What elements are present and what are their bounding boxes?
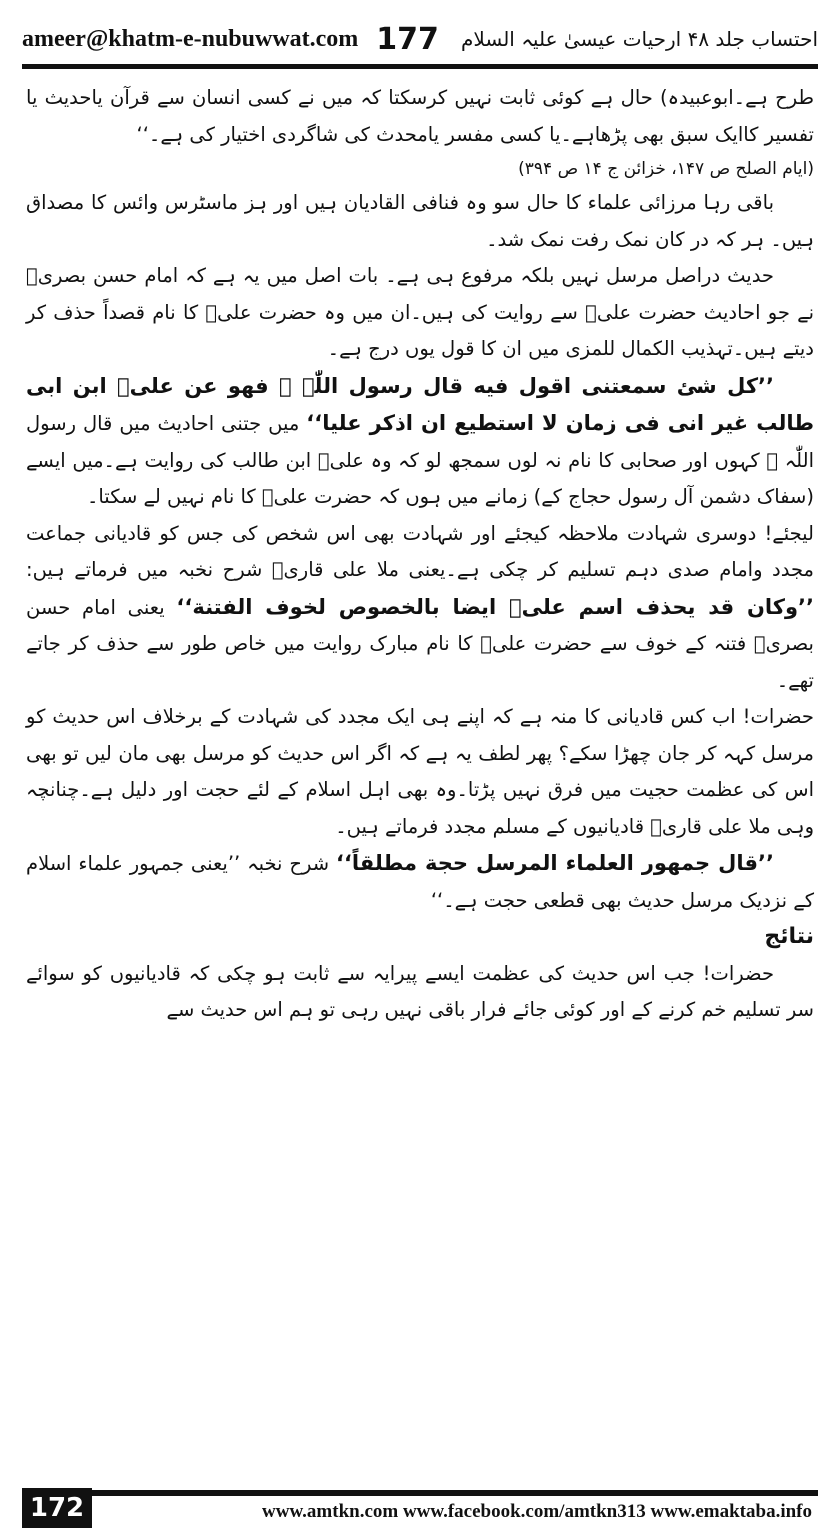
page-body (26, 80, 814, 1470)
paragraph-8: حضرات! جب اس حدیث کی عظمت ایسے پیرایہ سے ثابت ہو چکی کہ قادیانیوں کو سوائے سر تسلیم خم کرنے کے اور کوئی جائے فرار باقی نہیں رہی تو ہم اس حدیث سے (26, 961, 814, 1021)
arabic-quote-3: ’’قال جمهور العلماء المرسل حجة مطلقاً‘‘ (335, 851, 774, 875)
footer-bar (92, 1488, 818, 1528)
urdu-translation-1: میں جتنی احادیث میں قال رسول اللّٰہ ﷺ کہوں اور صحابی کا نام نہ لوں سمجھ لو کہ وہ علیؓ ابن طالب کی روایت ہے۔میں ایسے (سفاک دشمن آل رسول حجاج کے) زمانے میں ہوں کہ حضرت علیؓ کا نام نہیں لے سکتا۔ (26, 412, 814, 508)
section-heading: نتائج (764, 924, 814, 949)
paragraph-5-tail: یعنی امام حسن بصریؒ فتنہ کے خوف سے حضرت علیؓ کا نام مبارک روایت میں خاص طور سے حذف کر جاتے تھے۔ (26, 595, 814, 692)
header-title: احتساب جلد ۴۸ ارحیات عیسیٰ علیہ السلام (461, 27, 818, 51)
citation-1: (ایام الصلح ص ۱۴۷، خزائن ج ۱۴ ص ۳۹۴) (518, 159, 814, 179)
footer-urls: www.amtkn.com www.facebook.com/amtkn313 www.emaktaba.info (262, 1501, 812, 1522)
page-header (22, 18, 818, 60)
paragraph-6: حضرات! اب کس قادیانی کا منہ ہے کہ اپنے ہی ایک مجدد کی شہادت کے برخلاف اس حدیث کو مرسل کہہ کر جان چھڑا سکے؟ پھر لطف یہ ہے کہ اگر اس حدیث کو مرسل بھی مان لیں تو بھی اس کی عظمت حجیت میں فرق نہیں پڑتا۔وہ بھی اہل اسلام کے لئے حجت اور دلیل ہے۔چنانچہ وہی ملا علی قاریؒ قادیانیوں کے مسلم مجدد فرماتے ہیں۔ (26, 705, 814, 838)
paragraph-2: باقی رہا مرزائی علماء کا حال سو وہ فنافی القادیان ہیں اور ہز ماسٹرس وائس کا مصداق ہیں۔ ہر کہ در کان نمک رفت نمک شد۔ (26, 191, 814, 251)
urdu-translation-3: شرح نخبہ ’’یعنی جمہور علماء اسلام کے نزدیک مرسل حدیث بھی قطعی حجت ہے۔‘‘ (26, 852, 814, 912)
header-rule (22, 64, 818, 69)
footer-page-number: 172 (22, 1488, 92, 1528)
header-email: ameer@khatm-e-nubuwwat.com (22, 25, 359, 52)
header-left (22, 22, 439, 57)
paragraph-5 (26, 516, 814, 700)
arabic-quote-2: ’’وکان قد یحذف اسم علیؓ ایضا بالخصوص لخوف الفتنة‘‘ (176, 594, 814, 619)
paragraph-3: حدیث دراصل مرسل نہیں بلکہ مرفوع ہی ہے۔ بات اصل میں یہ ہے کہ امام حسن بصریؒ نے جو احادیث حضرت علیؓ سے روایت کی ہیں۔ان میں وہ حضرت علیؓ کا نام قصداً حذف کر دیتے ہیں۔تہذیب الکمال للمزی میں ان کا قول یوں درج ہے۔ (26, 264, 814, 360)
arabic-quote-1: ’’کل شئ سمعتنی اقول فیه قال رسول اللّٰہ ﷺ فهو عن علیؓ ابن ابی طالب غیر انی فی زمان لا استطیع ان اذکر علیا‘‘ (26, 373, 814, 435)
paragraph-4 (26, 368, 814, 516)
paragraph-5-text: لیجئے! دوسری شہادت ملاحظہ کیجئے اور شہادت بھی اس شخص کی جس کو قادیانی جماعت مجدد وامام صدی دہم تسلیم کر چکی ہے۔یعنی ملا علی قاریؒ شرح نخبہ میں فرماتے ہیں: (26, 521, 814, 581)
paragraph-7 (26, 845, 814, 919)
header-page-number: 177 (376, 21, 439, 57)
page-footer (22, 1486, 818, 1530)
paragraph-1: طرح ہے۔ابوعبیدہ) حال ہے کوئی ثابت نہیں کرسکتا کہ میں نے کسی انسان سے قرآن یاحدیث یا تفسیر کاایک سبق بھی پڑھاہے۔یا کسی مفسر یامحدث کی شاگردی اختیار کی ہے۔‘‘ (26, 86, 814, 146)
